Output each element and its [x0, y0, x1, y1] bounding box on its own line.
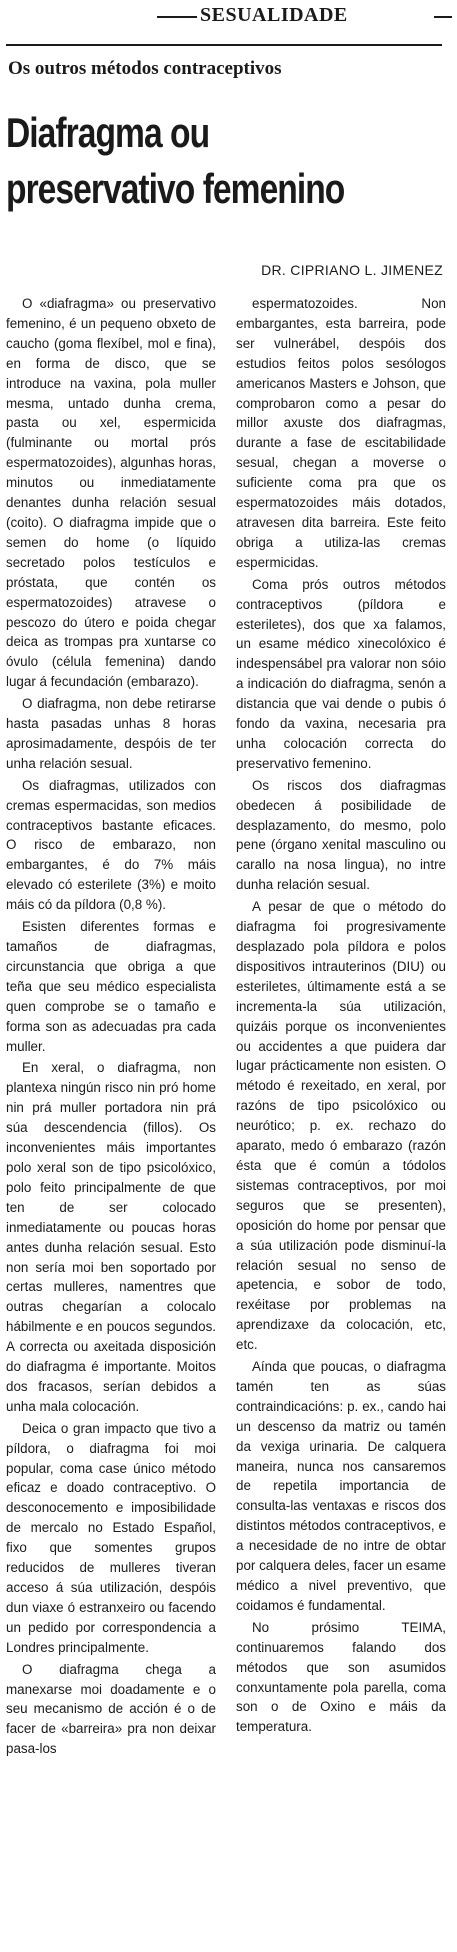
paragraph: Esisten diferentes formas e tamaños de diafragmas, circunstancia que obriga a que teña que seu médico especialista quen comprobe se o tamaño e forma son as adecuadas pra cada muller. — [6, 919, 216, 1054]
right-column — [236, 294, 446, 1739]
paragraph: O diafragma, non debe retirarse hasta pasadas unhas 8 horas aprosimadamente, despóis de ter unha relación sesual. — [6, 696, 216, 771]
paragraph: Aínda que poucas, o diafragma tamén ten as súas contraindicacións: p. ex., cando hai un descenso da matriz ou tamén da vexiga urinaria. De calquera maneira, nunca nos cansaremos de repetila importancia de consulta-las ventaxas e riscos dos distintos métodos contraceptivos, e a necesidade de no intre de obtar por calquera deles, facer un esame médico a nivel preventivo, que coidamos é fundamental. — [236, 1359, 446, 1613]
paragraph: Os diafragmas, utilizados con cremas espermacidas, son medios contraceptivos bastante eficaces. O risco de embarazo, non embargantes, é do 7% máis elevado có esterilete (3%) e moito máis có da píldora (0,8 %). — [6, 777, 216, 913]
kicker-rule — [6, 44, 442, 46]
paragraph: No prósimo TEIMA, continuaremos falando dos métodos que son asumidos conxuntamente pola parella, coma son o de Oxino e máis da temperatura. — [236, 1619, 446, 1735]
section-rule-left — [157, 16, 197, 18]
paragraph: Coma prós outros métodos contraceptivos (píldora e esteriletes), dos que xa falamos, un esame médico xinecolóxico é indespensábel pra valorar non sóio a indicación do diafragma, senón a distancia que vai dende o pubis ó fondo da vaxina, necesaria pra unha colocación correcta do preservativo femenino. — [236, 576, 446, 771]
byline: DR. CIPRIANO L. JIMENEZ — [261, 262, 443, 278]
left-column — [6, 294, 216, 1761]
kicker: Os outros métodos contraceptivos — [8, 58, 282, 79]
paragraph: O «diafragma» ou preservativo femenino, é un pequeno obxeto de caucho (goma flexíbel, mol e fina), en forma de disco, que se introduce na vaxina, pola muller mesma, untado dunha crema, pasta ou xel, espermicida (fulminante ou mortal prós espermatozoides), algunhas horas, minutos ou inmediatamente denantes dunha relación sesual (coito). O diafragma impide que o semen do home (o líquido secretado polos testículos e próstata, que contén os espermatozoides) atravese o pescozo do útero e poida chegar deica as trompas pra xuntarse co óvulo (célula femenina) dando lugar á fecundación (embarazo). — [6, 296, 216, 690]
paragraph: Os riscos dos diafragmas obedecen á posibilidade de desplazamento, do mesmo, polo pene (órgano xenital masculino ou carallo na nosa lingua), no intre dunha relación sesual. — [236, 777, 446, 893]
section-title: SESUALIDADE — [200, 4, 348, 26]
paragraph: A pesar de que o método do diafragma foi progresivamente desplazado pola píldora e polos dispositivos intrauterinos (DIU) ou esteriletes, últimamente está a se incrementa-la súa utilización, quizáis porque os inconvenientes ou accidentes a que puidera dar lugar prácticamente non esisten. O método é rexeitado, en xeral, por razóns de tipo psicolóxico ou neurótico; p. ex. rechazo do aparato, medo ó embarazo (razón ésta que é común a tódolos sistemas contraceptivos, por moi seguros que se presenten), oposición do home por pensar que a súa utilización pode disminuí-la relación sesual no senso de apetencia, e sobor de todo, rexéitase por problemas na aprendizaxe da colocación, etc, etc. — [236, 899, 446, 1353]
headline-line-2: preservativo femenino — [6, 165, 345, 212]
paragraph: En xeral, o diafragma, non plantexa ningún risco nin pró home nin prá muller portadora nin prá súa descendencia (fillos). Os inconvenientes máis importantes polo xeral son de tipo psicolóxico, polo feito principalmente de que ten de ser colocado inmediatamente ou poucas horas antes dunha relación sesual. Esto non sería moi ben soportado por certas mulleres, namentres que outras chegarían a colocalo hábilmente e en poucos segundos. A correcta ou axeitada disposición do diafragma é importante. Moitos dos fracasos, serían debidos a unha mala colocación. — [6, 1060, 216, 1414]
paragraph: espermatozoides. Non embargantes, esta barreira, pode ser vulnerábel, despóis dos estudios feitos polos sesólogos americanos Masters e Johson, que comprobaron como a pesar do millor axuste dos diafragmas, durante a fase de escitabilidade sesual, chegan a moverse o suficiente coma pra que os espermatozoides máis dotados, atravesen dita barreira. Este feito obriga a utiliza-las cremas espermicidas. — [236, 296, 446, 570]
headline-line-1: Diafragma ou — [6, 109, 210, 156]
paragraph: Deica o gran impacto que tivo a píldora, o diafragma foi moi popular, coma case único método eficaz e doado contraceptivo. O desconocemento e imposibilidade de mercalo no Estado Español, fixo que somentes grupos reducidos de mulleres tiveran acceso á súa utilización, despóis dun viaxe ó estranxeiro ou facendo un pedido por correspondencia a Londres principalmente. — [6, 1420, 216, 1655]
paragraph: O diafragma chega a manexarse moi doadamente e o seu mecanismo de acción é o de facer de «barreira» pra non deixar pasa-los — [6, 1661, 216, 1757]
section-rule-right — [434, 16, 452, 18]
headline — [6, 105, 358, 217]
section-header — [12, 4, 450, 26]
